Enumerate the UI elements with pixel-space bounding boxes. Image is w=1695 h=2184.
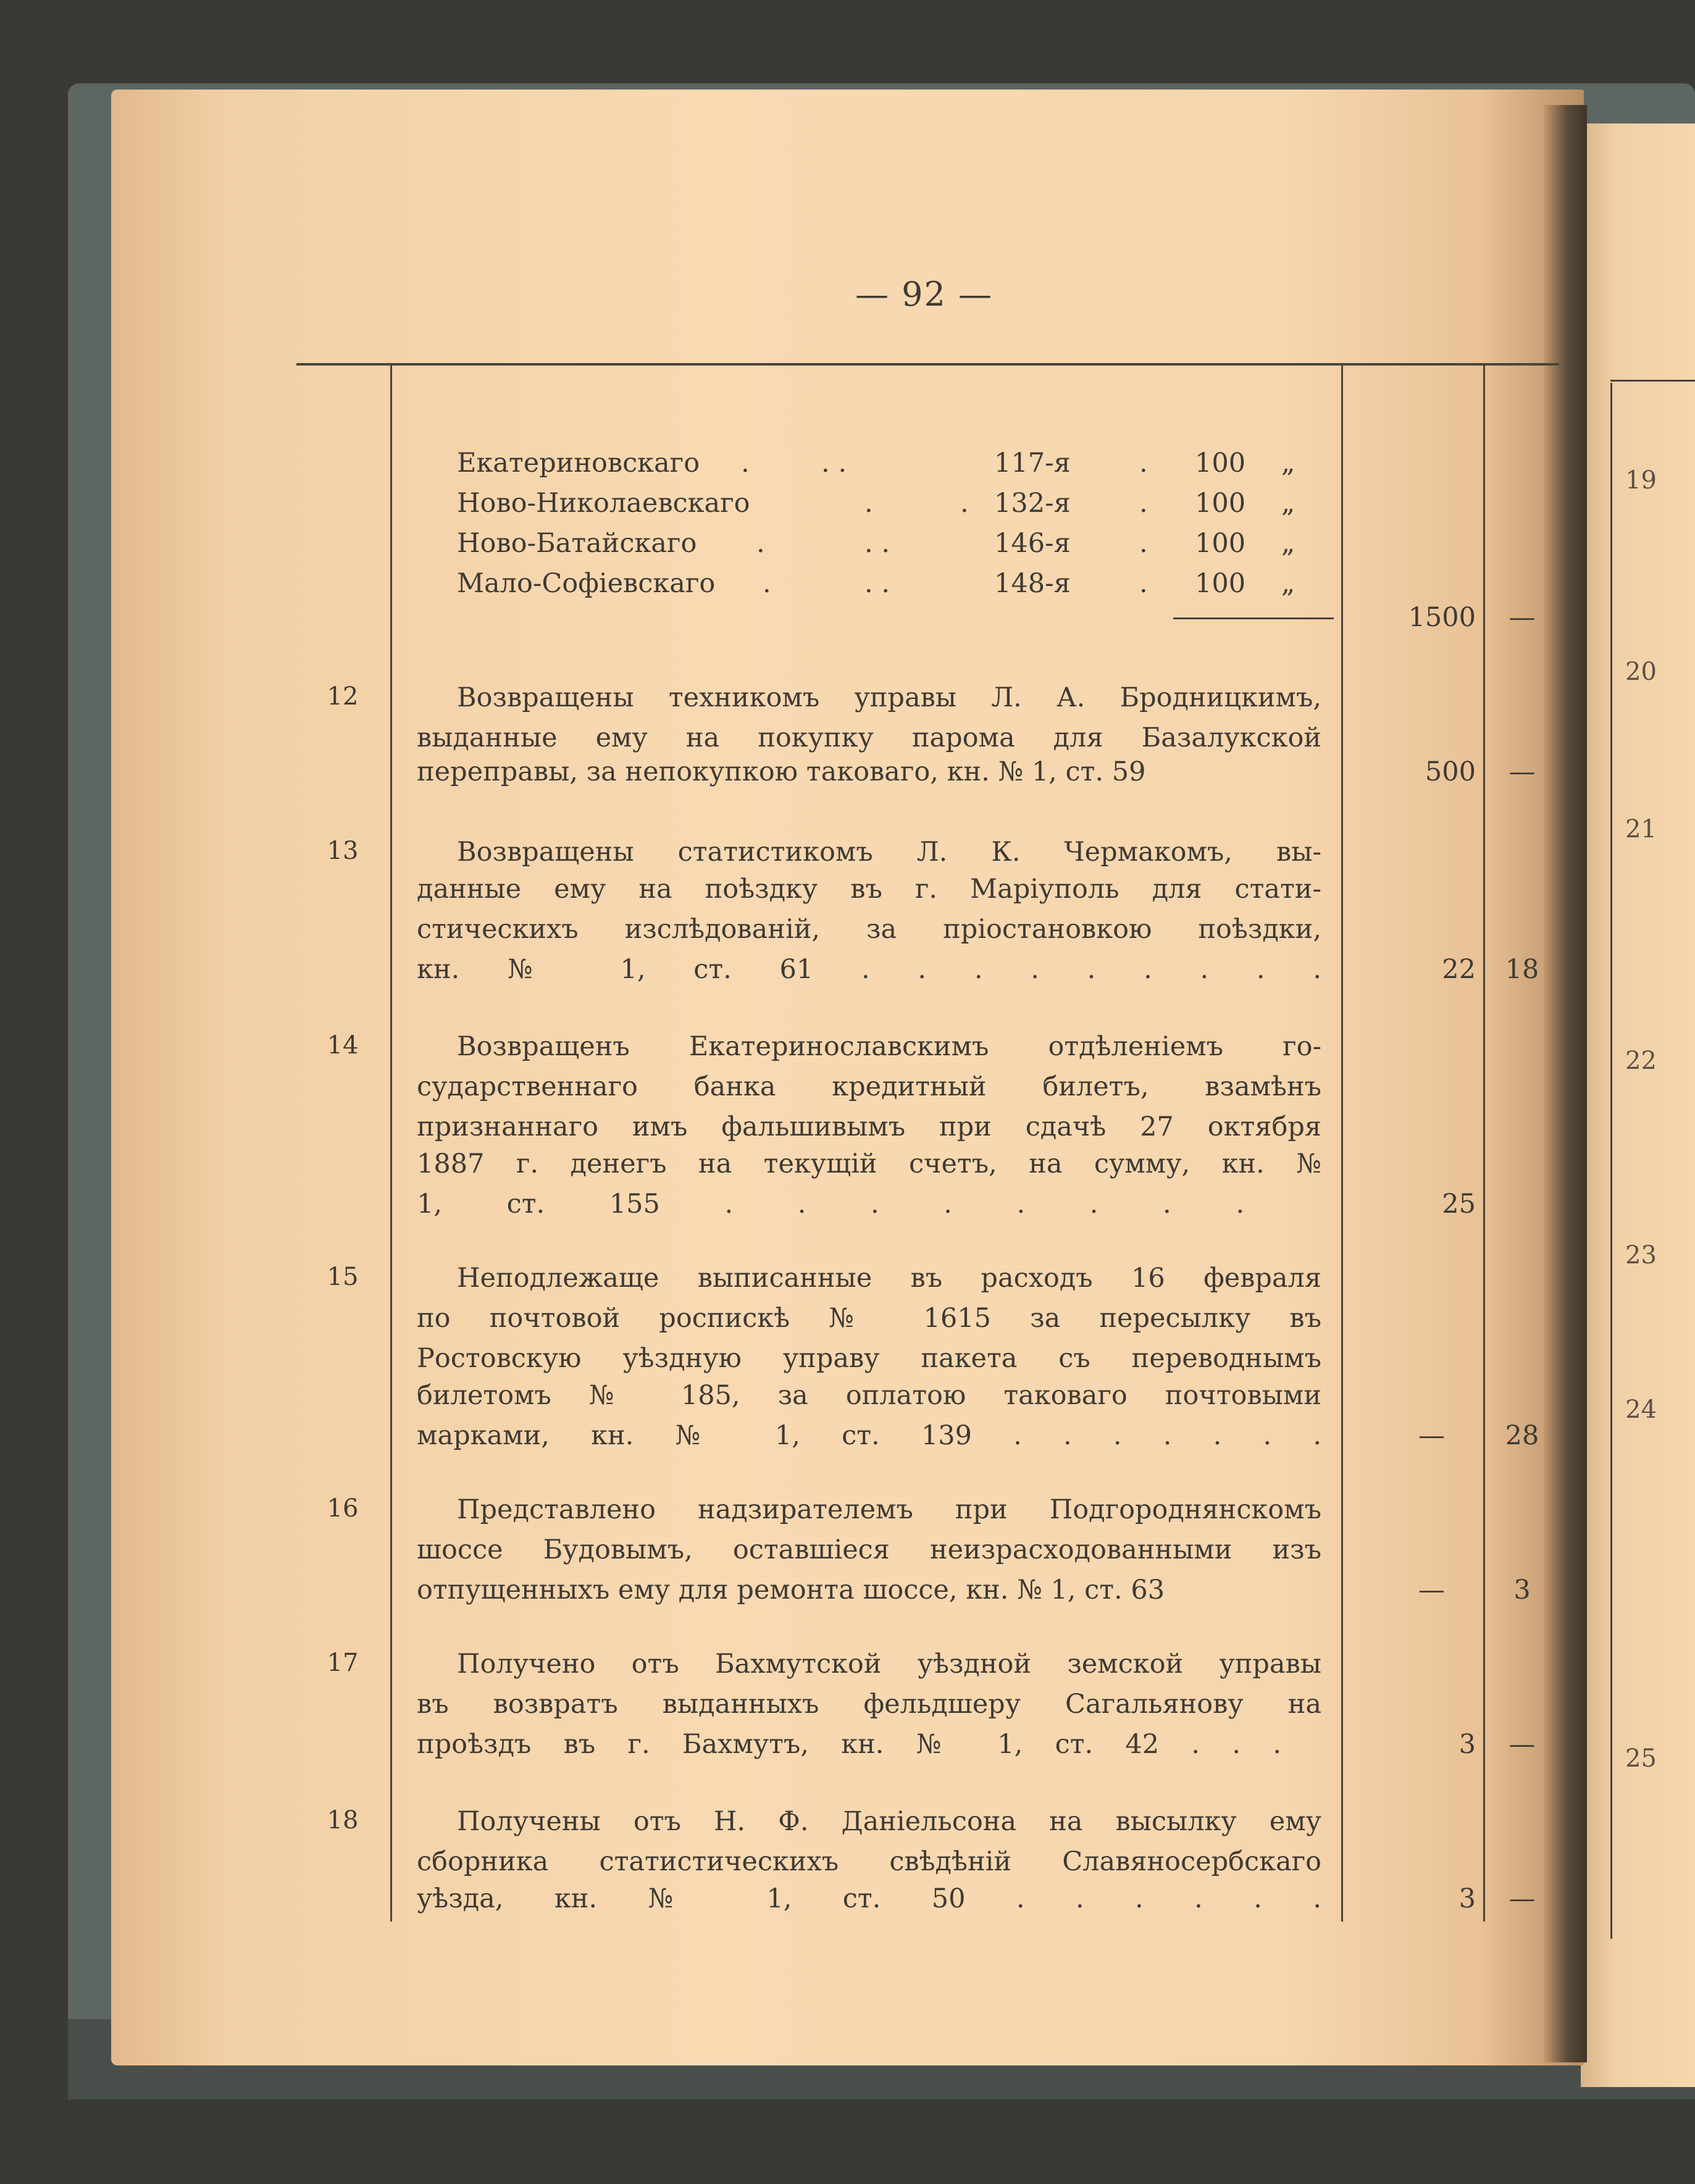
page-number: — 92 —: [855, 275, 994, 314]
facing-entry-number: 23: [1625, 1241, 1657, 1270]
continuation-total-rubles: 1500: [1408, 602, 1476, 633]
continuation-item-amount: 100: [1195, 568, 1246, 599]
entry-number: 12: [327, 682, 359, 711]
entry-amount-rubles: 500: [1425, 756, 1476, 787]
continuation-item-name: Екатериновскаго: [457, 448, 700, 479]
continuation-item-dots: .: [864, 488, 873, 519]
entry-text-line: въ возвратъ выданныхъ фельдшеру Сагальянову на: [417, 1689, 1321, 1720]
subtotal-rule: [1173, 617, 1334, 619]
entry-number: 13: [327, 837, 359, 865]
entry-text-line: проѣздъ въ г. Бахмутъ, кн. № 1, ст. 42 . . .: [417, 1729, 1281, 1760]
continuation-item-sep: .: [1139, 488, 1148, 519]
continuation-item-unit: „: [1281, 568, 1295, 599]
entry-text-line: Получены отъ Н. Ф. Даніельсона на высылку ему: [457, 1806, 1321, 1837]
book-gutter: [1544, 105, 1587, 2062]
continuation-item-amount: 100: [1195, 488, 1246, 519]
column-rule-number: [390, 366, 392, 1922]
entry-text-line: Получено отъ Бахмутской уѣздной земской управы: [457, 1649, 1321, 1680]
entry-number: 15: [327, 1263, 359, 1291]
entry-text-line: Неподлежаще выписанные въ расходъ 16 февраля: [457, 1263, 1321, 1294]
entry-amount-kopecks: 3: [1513, 1575, 1531, 1605]
continuation-item-dots: .: [741, 448, 750, 479]
entry-text-line: марками, кн. № 1, ст. 139 . . . . . . .: [417, 1420, 1321, 1451]
continuation-item-name: Ново-Батайскаго: [457, 528, 697, 559]
continuation-item-dots: . .: [821, 448, 847, 479]
entry-amount-rubles: 3: [1459, 1883, 1476, 1914]
continuation-item-dots: . .: [864, 528, 890, 559]
facing-entry-number: 19: [1625, 466, 1657, 495]
facing-entry-number: 24: [1625, 1395, 1657, 1424]
column-rule-amount: [1341, 366, 1343, 1922]
entry-amount-rubles: 25: [1442, 1189, 1476, 1220]
entry-text-line: переправы, за непокупкою таковаго, кн. № 1, ст. 59: [417, 756, 1146, 787]
continuation-item-dots: .: [960, 488, 969, 519]
continuation-item-sep: .: [1139, 448, 1148, 479]
continuation-item-dots: . .: [864, 568, 890, 599]
continuation-total-kopecks: —: [1509, 602, 1536, 633]
facing-entry-number: 21: [1625, 815, 1657, 843]
entry-text-line: признаннаго имъ фальшивымъ при сдачѣ 27 октября: [417, 1111, 1321, 1142]
facing-page-rule: [1610, 383, 1612, 1939]
entry-text-line: Возвращенъ Екатеринославскимъ отдѣленіемъ го-: [457, 1031, 1321, 1062]
continuation-item-sep: .: [1139, 528, 1148, 559]
entry-text-line: стическихъ изслѣдованій, за пріостановкою поѣздки,: [417, 914, 1321, 945]
continuation-item-name: Мало-Софіевскаго: [457, 568, 716, 599]
entry-number: 16: [327, 1494, 359, 1523]
entry-amount-rubles: —: [1418, 1420, 1445, 1451]
continuation-item-number: 148-я: [994, 568, 1071, 599]
entry-amount-rubles: 3: [1459, 1729, 1476, 1760]
entry-text-line: кн. № 1, ст. 61 . . . . . . . . .: [417, 954, 1321, 985]
continuation-item-amount: 100: [1195, 448, 1246, 479]
continuation-item-dots: .: [756, 528, 765, 559]
continuation-item-amount: 100: [1195, 528, 1246, 559]
entry-text-line: шоссе Будовымъ, оставшіеся неизрасходованными изъ: [417, 1534, 1321, 1565]
entry-amount-kopecks: —: [1509, 756, 1536, 787]
table-top-rule: [296, 363, 1559, 366]
entry-text-line: Ростовскую уѣздную управу пакета съ переводнымъ: [417, 1343, 1321, 1374]
entry-amount-kopecks: —: [1509, 1729, 1536, 1760]
continuation-item-number: 132-я: [994, 488, 1071, 519]
continuation-item-dots: .: [763, 568, 771, 599]
entry-text-line: уѣзда, кн. № 1, ст. 50 . . . . . .: [417, 1883, 1321, 1914]
entry-text-line: 1, ст. 155 . . . . . . . .: [417, 1189, 1244, 1220]
column-rule-kopeck: [1483, 366, 1485, 1922]
entry-text-line: 1887 г. денегъ на текущій счетъ, на сумму, кн. №: [417, 1148, 1321, 1179]
facing-entry-number: 22: [1625, 1047, 1657, 1075]
entry-amount-kopecks: —: [1509, 1883, 1536, 1914]
entry-text-line: билетомъ № 185, за оплатою таковаго почтовыми: [417, 1380, 1321, 1411]
entry-number: 18: [327, 1806, 359, 1835]
facing-entry-number: 20: [1625, 658, 1657, 686]
facing-page: [1581, 123, 1695, 2087]
continuation-item-sep: .: [1139, 568, 1148, 599]
entry-number: 17: [327, 1649, 359, 1677]
entry-text-line: выданные ему на покупку парома для Базалукской: [417, 722, 1321, 753]
facing-entry-number: 25: [1625, 1744, 1657, 1773]
entry-number: 14: [327, 1031, 359, 1060]
entry-text-line: Возвращены техникомъ управы Л. А. Бродницкимъ,: [457, 682, 1321, 713]
entry-text-line: Возвращены статистикомъ Л. К. Чермакомъ, вы-: [457, 837, 1321, 868]
continuation-item-unit: „: [1281, 488, 1295, 519]
facing-page-top-rule: [1610, 380, 1695, 382]
entry-text-line: Представлено надзирателемъ при Подгороднянскомъ: [457, 1494, 1321, 1525]
entry-amount-rubles: 22: [1442, 954, 1476, 985]
entry-text-line: по почтовой роспискѣ № 1615 за пересылку въ: [417, 1303, 1321, 1334]
entry-amount-kopecks: 18: [1505, 954, 1539, 985]
entry-text-line: данные ему на поѣздку въ г. Маріуполь для стати-: [417, 874, 1321, 905]
continuation-item-unit: „: [1281, 528, 1295, 559]
entry-text-line: отпущенныхъ ему для ремонта шоссе, кн. № 1, ст. 63: [417, 1575, 1165, 1605]
continuation-item-name: Ново-Николаевскаго: [457, 488, 750, 519]
entry-amount-kopecks: 28: [1505, 1420, 1539, 1451]
continuation-item-number: 117-я: [994, 448, 1071, 479]
entry-amount-rubles: —: [1418, 1575, 1445, 1605]
entry-text-line: сборника статистическихъ свѣдѣній Славяносербскаго: [417, 1846, 1321, 1877]
continuation-item-number: 146-я: [994, 528, 1071, 559]
entry-text-line: сударственнаго банка кредитный билетъ, взамѣнъ: [417, 1071, 1321, 1102]
continuation-item-unit: „: [1281, 448, 1295, 479]
